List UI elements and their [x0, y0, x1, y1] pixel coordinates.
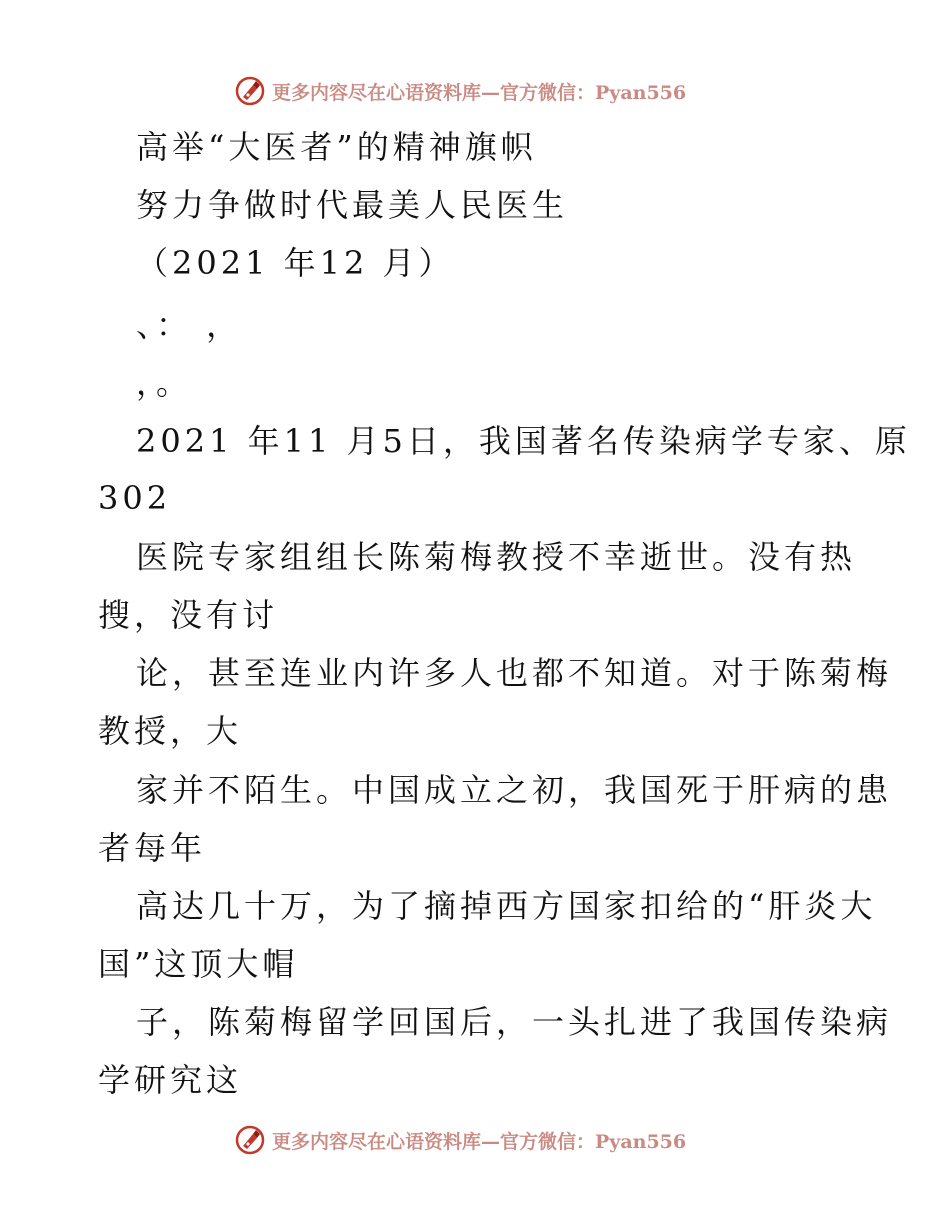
doc-title: 高举“大医者”的精神旗帜	[136, 128, 537, 166]
doc-line: 高达几十万，为了摘掉西方国家扣给的“肝炎大	[136, 887, 877, 925]
footer-watermark	[234, 1122, 686, 1158]
doc-line: 医院专家组组长陈菊梅教授不幸逝世。没有热	[136, 538, 857, 576]
doc-line: 搜，没有讨	[98, 596, 279, 634]
watermark-text: 更多内容尽在心语资料库—官方微信：Pyan556	[272, 1130, 687, 1153]
pen-nib-logo-icon	[234, 1124, 266, 1156]
watermark-text: 更多内容尽在心语资料库—官方微信：Pyan556	[272, 81, 687, 104]
doc-line: 论，甚至连业内许多人也都不知道。对于陈菊梅	[136, 654, 893, 692]
doc-date: （2021 年12 月）	[136, 244, 455, 282]
doc-line: 2021 年11 月5日，我国著名传染病学专家、原	[136, 422, 911, 460]
doc-line: 者每年	[98, 829, 207, 867]
doc-line: 子，陈菊梅留学回国后，一头扎进了我国传染病	[136, 1003, 893, 1041]
doc-line: 302	[98, 479, 172, 517]
header-watermark	[234, 73, 686, 109]
doc-line: 国”这顶大帽	[98, 945, 299, 983]
doc-subtitle: 努力争做时代最美人民医生	[136, 186, 569, 224]
doc-line: 、： ，	[136, 306, 243, 344]
pen-nib-logo-icon	[234, 75, 266, 107]
doc-line: 家并不陌生。中国成立之初，我国死于肝病的患	[136, 771, 893, 809]
doc-line: ，。	[136, 364, 193, 402]
doc-line: 教授，大	[98, 712, 243, 750]
doc-line: 学研究这	[98, 1061, 243, 1099]
